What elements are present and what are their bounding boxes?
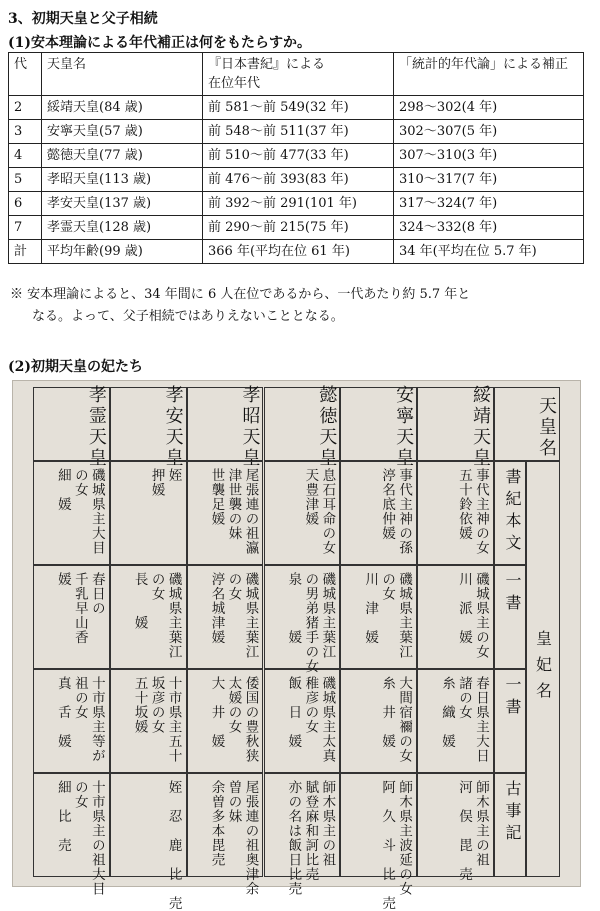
consort-cell-text: 十市県主五十 坂彦の女 五十坂媛 xyxy=(131,676,182,763)
header-tenno: 天皇名 xyxy=(42,53,203,96)
consort-cell-text: 大間宿禰の女 糸 井 媛 xyxy=(379,676,413,763)
table-row xyxy=(9,168,584,192)
consort-cell-text: 磯城県主葉江 の女 長 媛 xyxy=(131,572,182,659)
consort-cell xyxy=(187,565,264,669)
emperor-header xyxy=(110,385,187,469)
consort-cell-text: 磯城県主葉江 の女 川 津 媛 xyxy=(362,572,413,659)
consort-cell-text: 姪 押媛 xyxy=(148,468,182,497)
note-line-2: なる。よって、父子相続ではありえないこととなる。 xyxy=(32,309,344,324)
subtitle-2: (2)初期天皇の妃たち xyxy=(8,359,143,375)
emperor-header-text: 孝昭天皇 xyxy=(239,385,261,469)
consort-cell-text: 磯城県主の女 川 派 媛 xyxy=(455,572,489,659)
consort-cell-text: 事代主神の女 五十鈴依媛 xyxy=(455,468,489,555)
table-row xyxy=(9,120,584,144)
consort-cell-text: 春日の 千乳早山香 媛 xyxy=(54,572,105,645)
emperor-header-text: 孝安天皇 xyxy=(162,385,184,469)
consort-cell xyxy=(340,669,417,773)
consorts-scan xyxy=(12,380,581,911)
label-tenno-mei-text: 天皇名 xyxy=(536,395,557,459)
cell-hosei: 310～317(7 年) xyxy=(394,168,584,192)
cell-hosei: 324～332(8 年) xyxy=(394,216,584,240)
table-header-row xyxy=(9,53,584,96)
cell-dai: 2 xyxy=(9,96,42,120)
consort-cell-text: 息石耳命の女 天豊津媛 xyxy=(302,468,336,555)
consort-cell xyxy=(33,669,110,773)
consort-cell-text: 師木県主の祖 賦登麻和訶比売 亦の名は飯日比売 xyxy=(285,780,336,896)
row-label-text: 古事記 xyxy=(503,780,522,846)
cell-dai: 4 xyxy=(9,144,42,168)
cell-tenno: 綏靖天皇(84 歳) xyxy=(42,96,203,120)
cell-hosei: 302～307(5 年) xyxy=(394,120,584,144)
row-label-text: 書紀本文 xyxy=(503,468,522,556)
cell-shoki: 前 510～前 477(33 年) xyxy=(203,144,394,168)
consort-cell xyxy=(33,461,110,565)
consort-cell xyxy=(110,565,187,669)
cell-shoki: 前 476～前 393(83 年) xyxy=(203,168,394,192)
consort-cell xyxy=(340,461,417,565)
emperor-header-text: 孝霊天皇 xyxy=(85,385,107,469)
consort-cell xyxy=(417,773,494,882)
consort-cell xyxy=(417,461,494,565)
emperor-header xyxy=(187,385,264,469)
cell-shoki: 前 581～前 549(32 年) xyxy=(203,96,394,120)
cell-hosei: 298～302(4 年) xyxy=(394,96,584,120)
consort-cell xyxy=(187,461,264,565)
row-label xyxy=(494,669,526,773)
consort-cell-text: 春日県主大日 諸の女 糸 織 媛 xyxy=(438,676,489,763)
emperor-header-text: 懿徳天皇 xyxy=(316,385,338,469)
note xyxy=(10,284,586,328)
cell-tenno: 孝霊天皇(128 歳) xyxy=(42,216,203,240)
consort-cell-text: 磯城県主葉江 の男弟猪手の女 泉 媛 xyxy=(285,572,336,674)
consort-cell xyxy=(110,669,187,773)
consort-cell-text: 倭国の豊秋狭 太媛の女 大 井 媛 xyxy=(208,676,259,763)
header-shoki: 『日本書紀』による 在位年代 xyxy=(203,53,394,96)
label-tenno-mei xyxy=(494,387,560,461)
consort-cell xyxy=(340,565,417,669)
reign-table xyxy=(8,52,584,264)
table-row xyxy=(9,240,584,264)
cell-tenno: 平均年齢(99 歳) xyxy=(42,240,203,264)
row-label xyxy=(494,461,526,565)
row-label-text: 一書 xyxy=(503,676,522,720)
consort-cell-text: 姪 忍 鹿 比 売 xyxy=(165,780,182,911)
consort-cell xyxy=(417,669,494,773)
consort-cell-text: 磯城県主太真 稚彦の女 飯 日 媛 xyxy=(285,676,336,763)
cell-dai: 5 xyxy=(9,168,42,192)
emperor-header xyxy=(417,385,494,469)
emperor-header xyxy=(264,385,341,469)
consort-cell xyxy=(264,565,341,674)
emperor-header xyxy=(33,385,110,469)
consort-cell xyxy=(187,669,264,773)
emperor-header-text: 綏靖天皇 xyxy=(469,385,491,469)
consort-cell-text: 師木県主の祖 河 俣 毘 売 xyxy=(455,780,489,882)
header-hosei: 「統計的年代論」による補正 xyxy=(394,53,584,96)
section-title: 3、初期天皇と父子相続 xyxy=(8,11,158,27)
emperor-header-text: 安寧天皇 xyxy=(393,385,415,469)
table-row xyxy=(9,144,584,168)
table-row xyxy=(9,216,584,240)
consort-cell-text: 十市県主の祖大目 の女 細 比 売 xyxy=(54,780,105,896)
consort-cell xyxy=(110,461,187,565)
cell-tenno: 孝安天皇(137 歳) xyxy=(42,192,203,216)
consort-cell xyxy=(33,565,110,669)
consort-cell xyxy=(417,565,494,669)
cell-dai: 計 xyxy=(9,240,42,264)
cell-tenno: 懿徳天皇(77 歳) xyxy=(42,144,203,168)
cell-tenno: 安寧天皇(57 歳) xyxy=(42,120,203,144)
cell-tenno: 孝昭天皇(113 歳) xyxy=(42,168,203,192)
cell-dai: 7 xyxy=(9,216,42,240)
consort-cell-text: 事代主神の孫 渟名底仲媛 xyxy=(379,468,413,555)
consort-cell xyxy=(187,773,264,896)
cell-hosei: 34 年(平均在位 5.7 年) xyxy=(394,240,584,264)
consort-cell-text: 師木県主波延の女 阿 久 斗 比 売 xyxy=(379,780,413,911)
row-label xyxy=(494,773,526,877)
cell-shoki: 366 年(平均在位 61 年) xyxy=(203,240,394,264)
consorts-table xyxy=(33,385,560,911)
cell-hosei: 307～310(3 年) xyxy=(394,144,584,168)
consort-cell xyxy=(264,773,341,896)
cell-dai: 3 xyxy=(9,120,42,144)
subtitle-1: (1)安本理論による年代補正は何をもたらすか。 xyxy=(8,35,311,51)
label-kohi-mei xyxy=(526,461,560,877)
consort-cell xyxy=(110,773,187,911)
label-kohi-mei-text: 皇妃名 xyxy=(533,630,553,708)
consort-cell xyxy=(340,773,417,911)
note-line-1: ※ 安本理論によると、34 年間に 6 人在位であるから、一代あたり約 5.7 年と xyxy=(10,287,471,302)
emperor-header xyxy=(340,385,417,469)
row-label-text: 一書 xyxy=(503,572,522,616)
cell-hosei: 317～324(7 年) xyxy=(394,192,584,216)
row-label xyxy=(494,565,526,669)
consort-cell xyxy=(264,669,341,773)
consort-cell-text: 磯城県主葉江 の女 渟名城津媛 xyxy=(208,572,259,659)
cell-dai: 6 xyxy=(9,192,42,216)
consort-cell-text: 尾張連の祖瀛 津世襲の妹 世襲足媛 xyxy=(208,468,259,555)
cell-shoki: 前 290～前 215(75 年) xyxy=(203,216,394,240)
table-row xyxy=(9,192,584,216)
consort-cell-text: 尾張連の祖奥津余 曽の妹 余曽多本毘売 xyxy=(208,780,259,896)
header-dai: 代 xyxy=(9,53,42,96)
consort-cell-text: 磯城県主大目 の女 細 媛 xyxy=(54,468,105,555)
consort-cell xyxy=(264,461,341,565)
cell-shoki: 前 392～前 291(101 年) xyxy=(203,192,394,216)
table-row xyxy=(9,96,584,120)
cell-shoki: 前 548～前 511(37 年) xyxy=(203,120,394,144)
consort-cell xyxy=(33,773,110,896)
consort-cell-text: 十市県主等が 祖の女 真 舌 媛 xyxy=(54,676,105,763)
